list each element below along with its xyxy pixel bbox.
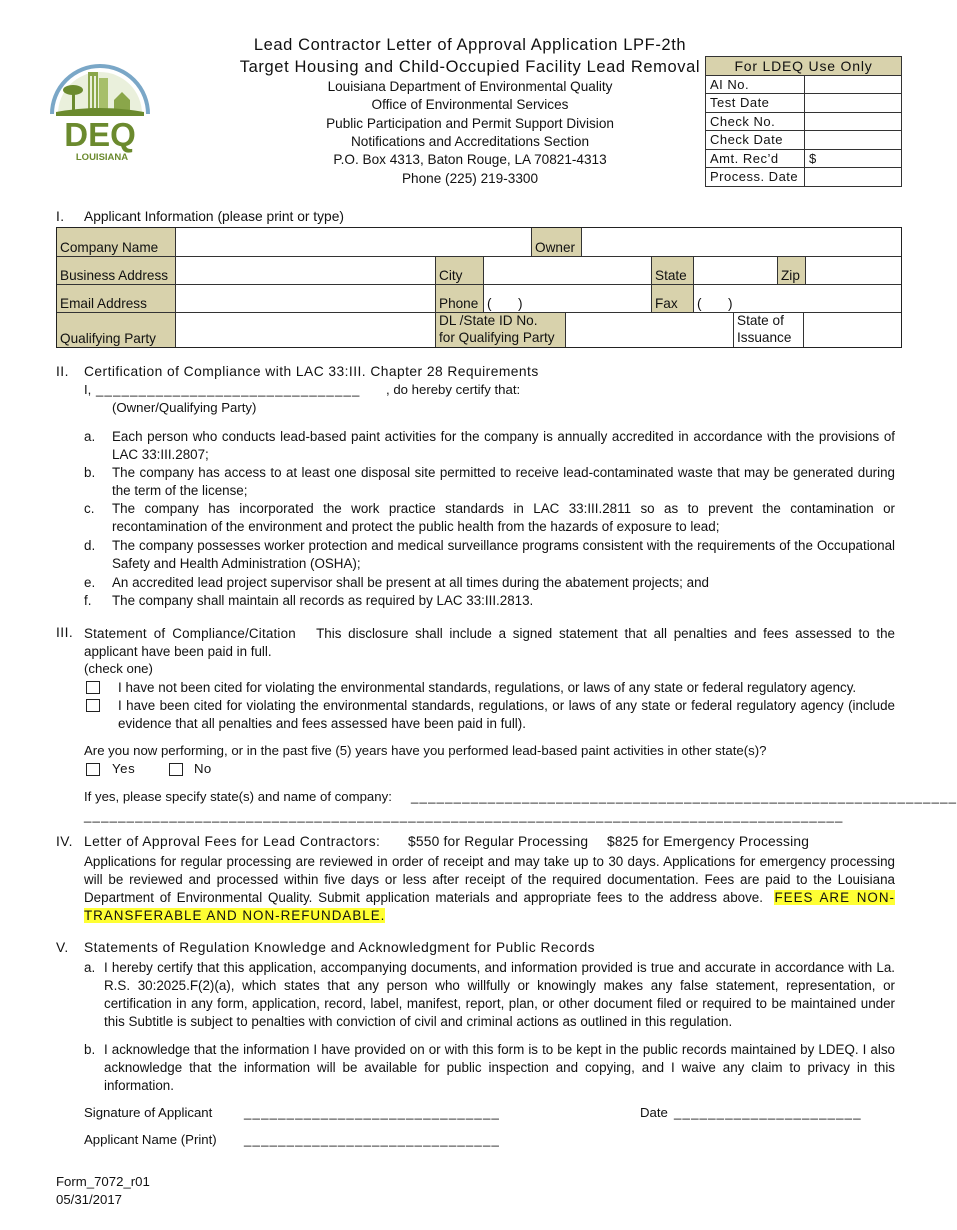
company-name-input[interactable] <box>175 228 531 256</box>
no-checkbox[interactable] <box>169 763 183 776</box>
not-cited-label: I have not been cited for violating the environmental standards, regulations, or laws of any state or federal regulatory agency. <box>118 680 857 695</box>
specify-states-blank[interactable]: ________________________________________________________________ <box>411 789 957 804</box>
ldeq-row-label: Test Date <box>706 94 805 113</box>
date-label: Date <box>640 1105 668 1120</box>
state-of-issuance-label <box>733 312 803 347</box>
email-label: Email Address <box>57 284 175 312</box>
list-item-text: I acknowledge that the information I have provided on or with this form is to be kept in the public records maintained by LDEQ. I also acknowledge that the information will be available for public inspection and copying, and I waive any claim to privacy in this information. <box>104 1042 895 1093</box>
section5-number: V. <box>56 940 69 955</box>
certify-name-blank[interactable]: _______________________________ <box>96 382 361 397</box>
dl-state-id-line1: DL /State ID No. <box>439 313 538 328</box>
applicant-name-label: Applicant Name (Print) <box>84 1132 217 1147</box>
phone-number: Phone (225) 219-3300 <box>401 171 539 186</box>
city-label: City <box>435 256 483 284</box>
certify-statement: , do hereby certify that: <box>386 382 521 397</box>
section1-number: I. <box>56 209 65 224</box>
fee-regular: $550 for Regular Processing <box>408 834 589 849</box>
check-one-label: (check one) <box>84 661 153 676</box>
dl-state-id-label <box>435 312 565 347</box>
form-date: 05/31/2017 <box>56 1192 123 1207</box>
specify-states-label: If yes, please specify state(s) and name of company: <box>84 789 392 804</box>
applicant-name-blank[interactable]: ______________________________ <box>244 1132 501 1147</box>
fax-label: Fax <box>651 284 693 312</box>
ldeq-row-value[interactable] <box>805 112 902 131</box>
fee-emergency: $825 for Emergency Processing <box>607 834 810 849</box>
list-item-mark: b. <box>84 465 96 480</box>
state-of-issuance-line1: State of <box>737 313 784 328</box>
qualifying-party-label: Qualifying Party <box>57 312 175 347</box>
section1-heading: Applicant Information (please print or type) <box>84 209 344 224</box>
ldeq-row <box>706 112 902 131</box>
section3-number: III. <box>56 625 74 640</box>
state-of-issuance-input[interactable] <box>803 312 901 347</box>
list-item-text: The company has access to at least one disposal site permitted to receive lead-contaminated waste that may be generated during the term of the license; <box>112 465 895 498</box>
logo-subtext: LOUISIANA <box>75 152 129 163</box>
section4-heading: Letter of Approval Fees for Lead Contractors: <box>84 834 381 849</box>
applicant-info-grid <box>56 227 902 348</box>
list-item-mark: a. <box>84 960 96 975</box>
state-of-issuance-line2: Issuance <box>737 330 792 345</box>
certify-caption: (Owner/Qualifying Party) <box>112 400 257 415</box>
section4-body-block <box>84 853 895 925</box>
not-cited-checkbox[interactable] <box>86 681 100 694</box>
ldeq-use-only-box <box>705 56 902 187</box>
dl-state-id-line2: for Qualifying Party <box>439 330 555 345</box>
office-name: Office of Environmental Services <box>371 97 569 112</box>
phone-label: Phone <box>435 284 483 312</box>
phone-paren: ( ) <box>487 296 523 311</box>
email-input[interactable] <box>175 284 435 312</box>
ldeq-row-value[interactable] <box>805 75 902 94</box>
phone-input[interactable] <box>483 284 651 312</box>
state-input[interactable] <box>693 256 777 284</box>
ldeq-row-value[interactable]: $ <box>805 149 902 168</box>
list-item <box>84 959 895 1031</box>
list-item-text: An accredited lead project supervisor shall be present at all times during the abatement projects; and <box>112 575 709 590</box>
list-item-mark: e. <box>84 575 96 590</box>
cited-checkbox[interactable] <box>86 699 100 712</box>
ldeq-box-title: For LDEQ Use Only <box>706 57 902 76</box>
logo-text: DEQ <box>64 116 136 153</box>
ldeq-row <box>706 149 902 168</box>
section-name: Notifications and Accreditations Section <box>350 134 590 149</box>
list-item <box>84 428 895 464</box>
fax-input[interactable] <box>693 284 901 312</box>
dl-state-id-input[interactable] <box>565 312 733 347</box>
ldeq-row-value[interactable] <box>805 131 902 150</box>
ldeq-row-label: Process. Date <box>706 168 805 187</box>
owner-label: Owner <box>531 228 581 256</box>
list-item-text: Each person who conducts lead-based paint activities for the company is annually accredited in accordance with the provisions of LAC 33:III.2807; <box>112 429 895 462</box>
section4-number: IV. <box>56 834 73 849</box>
ldeq-row <box>706 75 902 94</box>
section3-intro: This disclosure shall include a signed statement that all penalties and fees assessed to the applicant have been paid in full. <box>84 626 895 659</box>
list-item <box>84 592 895 610</box>
city-input[interactable] <box>483 256 651 284</box>
section3-intro-block <box>84 625 895 661</box>
fax-paren: ( ) <box>697 296 733 311</box>
signature-label: Signature of Applicant <box>84 1105 213 1120</box>
mailing-address: P.O. Box 4313, Baton Rouge, LA 70821-4313 <box>333 152 607 167</box>
business-address-input[interactable] <box>175 256 435 284</box>
list-item-mark: b. <box>84 1042 96 1057</box>
certify-i: I, <box>84 382 92 397</box>
yes-checkbox[interactable] <box>86 763 100 776</box>
zip-input[interactable] <box>805 256 901 284</box>
signature-blank[interactable]: ______________________________ <box>244 1105 501 1120</box>
state-label: State <box>651 256 693 284</box>
form-title-line1: Lead Contractor Letter of Approval Application LPF-2th <box>253 36 687 54</box>
form-title-line2: Target Housing and Child-Occupied Facility Lead Removal <box>239 58 701 76</box>
section3-heading: Statement of Compliance/Citation <box>84 626 296 641</box>
cited-label: I have been cited for violating the environmental standards, regulations, or laws of any state or federal regulatory agency (include evidence that all penalties and fees assessed have been paid in full). <box>118 698 895 731</box>
list-item-mark: d. <box>84 538 96 553</box>
deq-logo <box>44 54 156 166</box>
list-item <box>84 464 895 500</box>
specify-states-blank-2[interactable]: _________________________________________________________________________________________ <box>84 808 844 823</box>
list-item <box>84 574 895 592</box>
ldeq-row-label: Amt. Rec’d <box>706 149 805 168</box>
form-number: Form_7072_r01 <box>56 1174 150 1189</box>
agency-name: Louisiana Department of Environmental Quality <box>327 79 613 94</box>
company-name-label: Company Name <box>57 228 175 256</box>
section2-heading: Certification of Compliance with LAC 33:III. Chapter 28 Requirements <box>84 364 539 379</box>
ldeq-row-value[interactable] <box>805 168 902 187</box>
ldeq-row-label: AI No. <box>706 75 805 94</box>
deq-logo-graphic <box>44 54 156 166</box>
ldeq-row <box>706 168 902 187</box>
yes-label: Yes <box>112 761 136 776</box>
ldeq-row-label: Check No. <box>706 112 805 131</box>
business-address-label: Business Address <box>57 256 175 284</box>
ldeq-row-label: Check Date <box>706 131 805 150</box>
list-item-text: The company has incorporated the work practice standards in LAC 33:III.2811 so as to prevent the contamination or recontamination of the environment and protect the public health from the hazards of exposure to lead; <box>112 501 895 534</box>
fees-warning: FEES ARE NON-TRANSFERABLE AND NON-REFUNDABLE. <box>84 890 895 923</box>
section5-heading: Statements of Regulation Knowledge and Acknowledgment for Public Records <box>84 940 595 955</box>
list-item <box>84 500 895 536</box>
owner-input[interactable] <box>581 228 901 256</box>
list-item <box>84 537 895 573</box>
section2-number: II. <box>56 364 69 379</box>
ldeq-row <box>706 94 902 113</box>
list-item <box>84 1041 895 1095</box>
list-item-mark: c. <box>84 501 95 516</box>
date-blank[interactable]: ______________________ <box>674 1105 862 1120</box>
list-item-text: I hereby certify that this application, accompanying documents, and information provided is true and accurate in accordance with La. R.S. 30:2025.F(2)(a), which states that any person who willfully or knowingly makes any false statement, representation, or certification in any form, application, record, label, manifest, report, plan, or other document filed or required to be maintained under this Subtitle is subject to penalties with conviction of civil and criminal actions as outlined in this regulation. <box>104 960 895 1029</box>
ldeq-row <box>706 131 902 150</box>
section4-body: Applications for regular processing are reviewed in order of receipt and may take up to 30 days. Applications for emergency processing will be reviewed and processed within five days or less after receipt of the required documentation. Fees are paid to the Louisiana Department of Environmental Quality. Submit application materials and appropriate fees to the address above. <box>84 854 895 905</box>
list-item-mark: f. <box>84 593 92 608</box>
list-item-text: The company shall maintain all records as required by LAC 33:III.2813. <box>112 593 534 608</box>
division-name: Public Participation and Permit Support Division <box>326 116 614 131</box>
zip-label: Zip <box>777 256 805 284</box>
no-label: No <box>194 761 212 776</box>
ldeq-row-value[interactable] <box>805 94 902 113</box>
qualifying-party-input[interactable] <box>175 312 435 347</box>
other-states-question: Are you now performing, or in the past five (5) years have you performed lead-based paint activities in other state(s)? <box>84 743 767 758</box>
list-item-text: The company possesses worker protection and medical surveillance programs consistent with the requirements of the Occupational Safety and Health Administration (OSHA); <box>112 538 895 571</box>
list-item-mark: a. <box>84 429 96 444</box>
